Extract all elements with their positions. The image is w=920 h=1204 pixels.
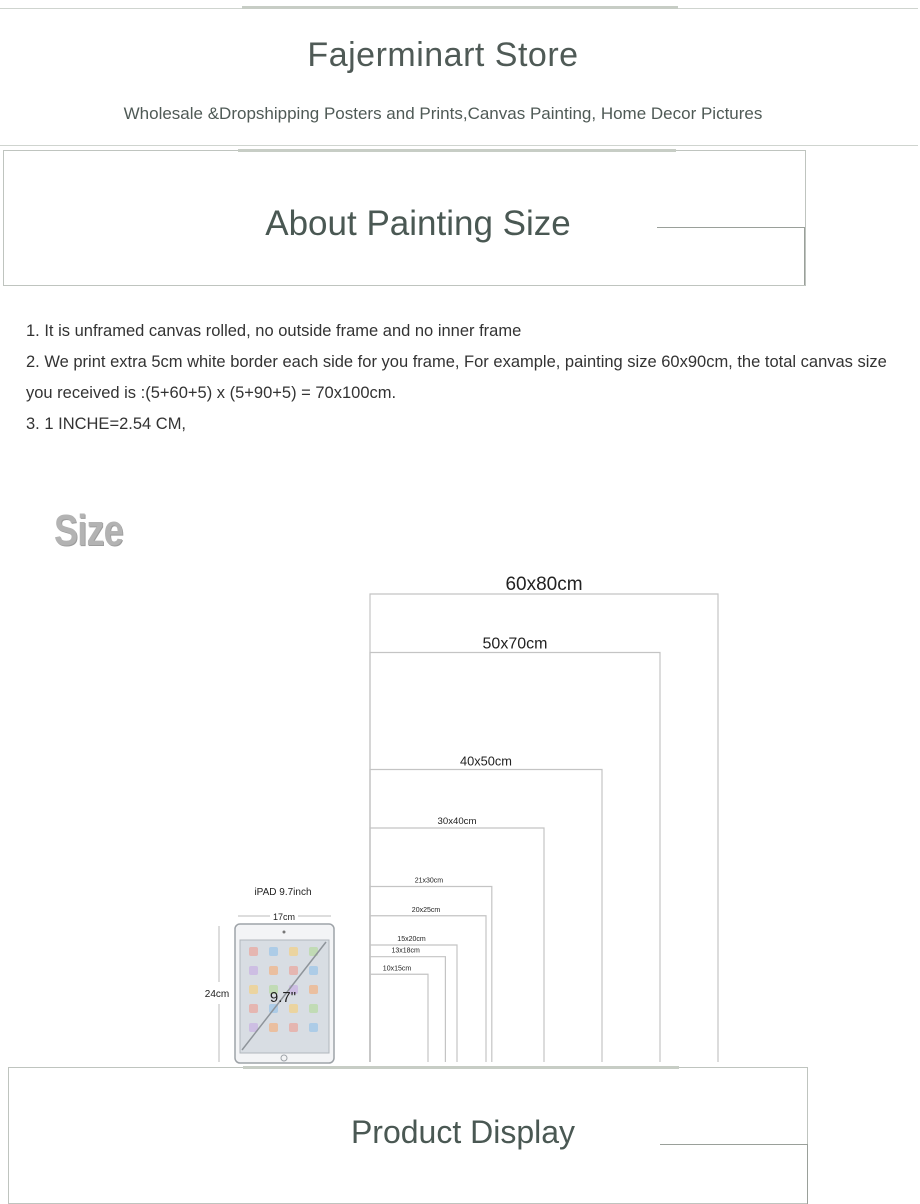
size-label-20x25cm: 20x25cm	[411, 906, 441, 914]
ipad-app-icon	[309, 985, 318, 994]
size-heading: Size	[54, 506, 123, 555]
product-display-hook-line	[660, 1144, 808, 1145]
header-accent-line	[242, 6, 678, 9]
ipad-app-icon	[269, 966, 278, 975]
ipad-app-icon	[269, 1023, 278, 1032]
ipad-app-icon	[249, 985, 258, 994]
about-size-title: About Painting Size	[265, 204, 571, 243]
ipad-app-icon	[289, 966, 298, 975]
store-name: Fajerminart Store	[307, 36, 579, 74]
ipad-app-icon	[249, 947, 258, 956]
size-label-21x30cm: 21x30cm	[414, 877, 444, 885]
ipad-app-icon	[249, 1004, 258, 1013]
about-size-hook-drop	[804, 227, 805, 285]
size-label-15x20cm: 15x20cm	[397, 936, 426, 943]
about-size-accent-line	[238, 149, 676, 152]
size-rect-13x18cm	[370, 957, 445, 1062]
size-rect-50x70cm	[370, 653, 660, 1063]
ipad-name-label: iPAD 9.7inch	[254, 887, 312, 898]
size-label-30x40cm: 30x40cm	[437, 816, 477, 827]
note-item: 3. 1 INCHE=2.54 CM,	[26, 415, 187, 433]
size-rectangles	[370, 574, 718, 1062]
ipad-screen-label: 9.7"	[269, 989, 297, 1006]
about-size-hook-line	[657, 227, 805, 228]
size-label-10x15cm: 10x15cm	[382, 965, 412, 973]
note-item: 1. It is unframed canvas rolled, no outside frame and no inner frame	[26, 322, 522, 340]
size-label-13x18cm: 13x18cm	[391, 947, 420, 955]
size-label-60x80cm: 60x80cm	[505, 574, 583, 595]
size-notes	[26, 316, 896, 440]
ipad-app-icon	[309, 1023, 318, 1032]
size-comparison-diagram	[0, 560, 920, 1070]
product-display-hook-drop	[807, 1144, 808, 1204]
size-rect-15x20cm	[370, 945, 457, 1062]
ipad-reference	[205, 887, 334, 1063]
ipad-app-icon	[289, 947, 298, 956]
size-label-40x50cm: 40x50cm	[460, 753, 512, 769]
ipad-app-icon	[309, 966, 318, 975]
ipad-app-icon	[289, 1023, 298, 1032]
ipad-width-label: 17cm	[272, 912, 296, 922]
ipad-app-icon	[249, 966, 258, 975]
ipad-app-icon	[309, 1004, 318, 1013]
product-display-accent-line	[243, 1066, 679, 1069]
ipad-camera	[283, 931, 286, 934]
store-tagline: Wholesale &Dropshipping Posters and Prints,Canvas Painting, Home Decor Pictures	[123, 104, 763, 123]
ipad-height-label: 24cm	[204, 989, 230, 1000]
store-header	[0, 8, 918, 146]
product-display-title: Product Display	[350, 1114, 576, 1150]
size-label-50x70cm: 50x70cm	[482, 635, 548, 653]
note-item: 2. We print extra 5cm white border each side for you frame, For example, painting size 60x90cm, the total canvas size you received is :(5+60+5) x (5+90+5) = 70x100cm.	[26, 353, 887, 402]
size-rect-10x15cm	[370, 974, 428, 1062]
ipad-app-icon	[269, 947, 278, 956]
